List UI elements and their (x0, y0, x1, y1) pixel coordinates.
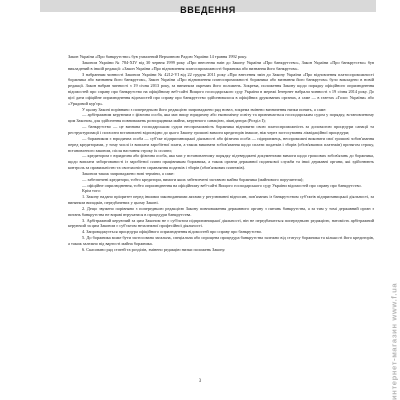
paragraph: — арбітражним керуючим є фізична особа, яка має вищу юридичну або економічну освіту та призначається господарським судом у порядку, встановленому цим Законом, для здійснення повноважень розпорядника майна, керуючого санацією, ліквідатора (Розділ І); (68, 112, 374, 124)
paragraph: — банкрутство — це визнана господарським судом неспроможність боржника відновити свою платоспроможність за допомогою процедури санації та реструктуризації і погасити встановлені відповідно до цього Закону грошові вимоги кредиторів інакше, ніж через застосування ліквідаційної процедури; (68, 124, 374, 135)
paragraph: 2. Дещо звужено порівняно з попередньою редакцією Закону повноваження державного органу з питань банкрутства, а за тим у томі державний орган з питань банкрутства не вправі втручатися в процедури банкрутства. (68, 205, 374, 217)
paragraph: 5. До боржника може бути застосована загальна, спеціальна або спрощена процедура банкрутства залежно від статусу боржника та кількості його кредиторів, а також залежно від вартості майна боржника. (68, 235, 374, 246)
paragraph: Закон України «Про банкрутство» був ухвалений Верховною Радою України 14 травня 1992 року. (68, 54, 247, 59)
paragraph: Законом України № 784-XIV від 30 червня 1999 року «Про внесення змін до Закону України «Про банкрутство», Закон України «Про банкрутство» був викладений в іншій редакції: «Закон України «Про відновлення платоспроможності боржника або визнання його банкрутом». (68, 59, 374, 71)
paragraph: У цьому Законі порівняно з попередньою його редакцією запроваджено ряд новел, зокрема змінено визначення низки понять, а саме: (82, 106, 327, 112)
paragraph: Крім того: (82, 188, 101, 194)
paragraph: 6. Скасовано ряд статей та розділів, змінено редакцію низки положень Закону. (82, 246, 226, 252)
section-header (40, 0, 376, 15)
paragraph: — офіційне оприлюднення, тобто оприлюднення на офіційному веб-сайті Вищого господарського суду України відомостей про справу про банкрутство. (82, 182, 362, 188)
paragraph: 3. Арбітражний керуючий за цим Законом не є суб'єктом підприємницької діяльності, він не передбачається попередньою редакцією, натомість арбітражний керуючий за цим Законом є суб'єктом незалежної професійної діяльності. (68, 217, 374, 229)
paragraph: 4. Запроваджується процедура офіційного оприлюднення відомостей про справу про банкрутство. (82, 229, 263, 235)
paragraph: — кредитором є юридична або фізична особа, яка має у встановленому порядку підтверджені документами вимоги щодо грошових зобов'язань до боржника, щодо виплати заборгованості із заробітної плати працівникам боржника, а також органи державної податкової служби та інші державні органи, які здійснюють контроль за правильністю та своєчасністю справляння податків і зборів (обов'язкових платежів). (68, 153, 374, 171)
watermark-text: интернет-магазин www.f.ua (389, 282, 399, 400)
paragraph: З набранням чинності Законом України № 4212-VI від 22 грудня 2011 року «Про внесення змін до Закону України «Про відновлення платоспроможності боржника або визнання його банкрутом», Закон України «Про відновлення платоспроможності боржника або визнання його банкрутом» було викладено в новій редакції. Закон набрав чинності з 19 січня 2013 року, за винятком окремих його положень. Зокрема, положення Закону щодо порядку офіційного оприлюднення відомостей про справу про банкрутство на офіційному веб-сайті Вищого господарського суду України в мережі Інтернет набрали чинності з 19 січня 2014 року. До цієї дати офіційне оприлюднення відомостей про справу про банкрутство здійснювалося в офіційних друкованих органах, а саме — в газетах «Голос України» або «Урядовий кур'єр». (68, 71, 374, 106)
watermark (389, 10, 399, 400)
body-text (68, 54, 374, 253)
paragraph: — забезпечені кредитори, тобто кредитори, вимоги яких забезпечені заставою майна боржника (майнового поручителя); (82, 176, 304, 182)
paragraph: — боржником є юридична особа — суб'єкт підприємницької діяльності або фізична особа — підприємець, неспроможні виконати свої грошові зобов'язання перед кредиторами, у тому числі із виплати заробітної плати, а також виконати зобов'язання щодо сплати податків і зборів (обов'язкових платежів) протягом строку, встановленого законом, після настання строку їх сплати; (68, 135, 374, 153)
section-title: ВВЕДЕННЯ (180, 5, 236, 15)
paragraph: Законом також запроваджено нові терміни, а саме: (82, 170, 175, 176)
paragraph: 1. Закону надано пріоритет перед іншими законодавчими актами у регулюванні відносин, пов'язаних із банкрутством суб'єктів підприємницької діяльності, за винятком випадків, передбачених у цьому Законі. (68, 194, 374, 206)
page-number: 3 (198, 379, 202, 384)
watermark-svg (389, 10, 399, 400)
